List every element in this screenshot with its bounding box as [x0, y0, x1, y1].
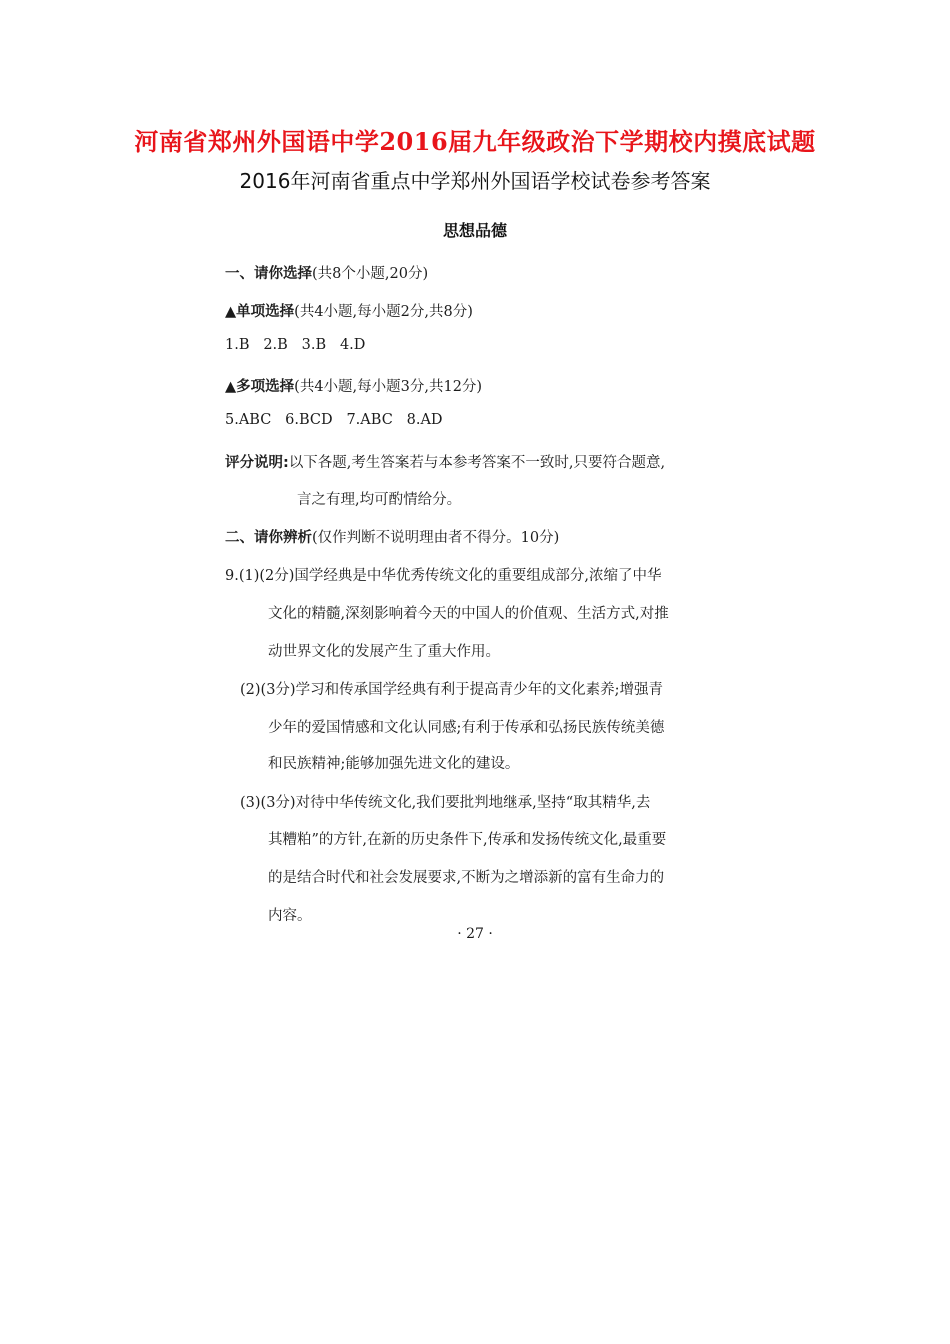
single-choice-answers: 1.B 2.B 3.B 4.D — [225, 337, 366, 353]
part1-heading-label: 一、请你选择 — [225, 266, 312, 282]
part2-heading-note: (仅作判断不说明理由者不得分。10分) — [312, 530, 560, 546]
multi-choice-label: ▲多项选择 — [225, 379, 295, 395]
page-number: · 27 · — [457, 926, 493, 942]
q9-2-line: 和民族精神;能够加强先进文化的建设。 — [268, 756, 520, 772]
q9-1-line: 9.(1)(2分)国学经典是中华优秀传统文化的重要组成部分,浓缩了中华 — [225, 568, 662, 584]
single-choice-label: ▲单项选择 — [225, 304, 295, 320]
part2-heading — [225, 526, 559, 547]
grading-note-continued: 言之有理,均可酌情给分。 — [297, 492, 462, 508]
subject-heading: 思想品德 — [442, 221, 507, 240]
answer-key-title: 2016年河南省重点中学郑州外国语学校试卷参考答案 — [239, 169, 711, 193]
document-title: 河南省郑州外国语中学2016届九年级政治下学期校内摸底试题 — [134, 127, 816, 156]
q9-2-line: (2)(3分)学习和传承国学经典有利于提高青少年的文化素养;增强青 — [240, 682, 663, 698]
part1-heading-note: (共8个小题,20分) — [312, 266, 429, 282]
grading-note-label: 评分说明: — [225, 455, 289, 471]
q9-3-line: (3)(3分)对待中华传统文化,我们要批判地继承,坚持“取其精华,去 — [240, 795, 651, 811]
single-choice-note: (共4小题,每小题2分,共8分) — [294, 304, 473, 320]
single-choice-heading — [225, 300, 473, 321]
q9-2-line: 少年的爱国情感和文化认同感;有利于传承和弘扬民族传统美德 — [268, 720, 665, 736]
part1-heading — [225, 262, 428, 283]
q9-3-line: 内容。 — [268, 908, 312, 924]
q9-3-line: 其糟粕”的方针,在新的历史条件下,传承和发扬传统文化,最重要 — [268, 832, 667, 848]
part2-heading-label: 二、请你辨析 — [225, 530, 312, 546]
grading-note-text: 以下各题,考生答案若与本参考答案不一致时,只要符合题意, — [288, 455, 666, 471]
multi-choice-note: (共4小题,每小题3分,共12分) — [294, 379, 483, 395]
q9-3-line: 的是结合时代和社会发展要求,不断为之增添新的富有生命力的 — [268, 870, 665, 886]
multi-choice-heading — [225, 375, 482, 396]
q9-1-line: 文化的精髓,深刻影响着今天的中国人的价值观、生活方式,对推 — [268, 606, 669, 622]
q9-1-line: 动世界文化的发展产生了重大作用。 — [268, 644, 500, 660]
multi-choice-answers: 5.ABC 6.BCD 7.ABC 8.AD — [225, 412, 443, 428]
grading-note — [225, 451, 665, 472]
